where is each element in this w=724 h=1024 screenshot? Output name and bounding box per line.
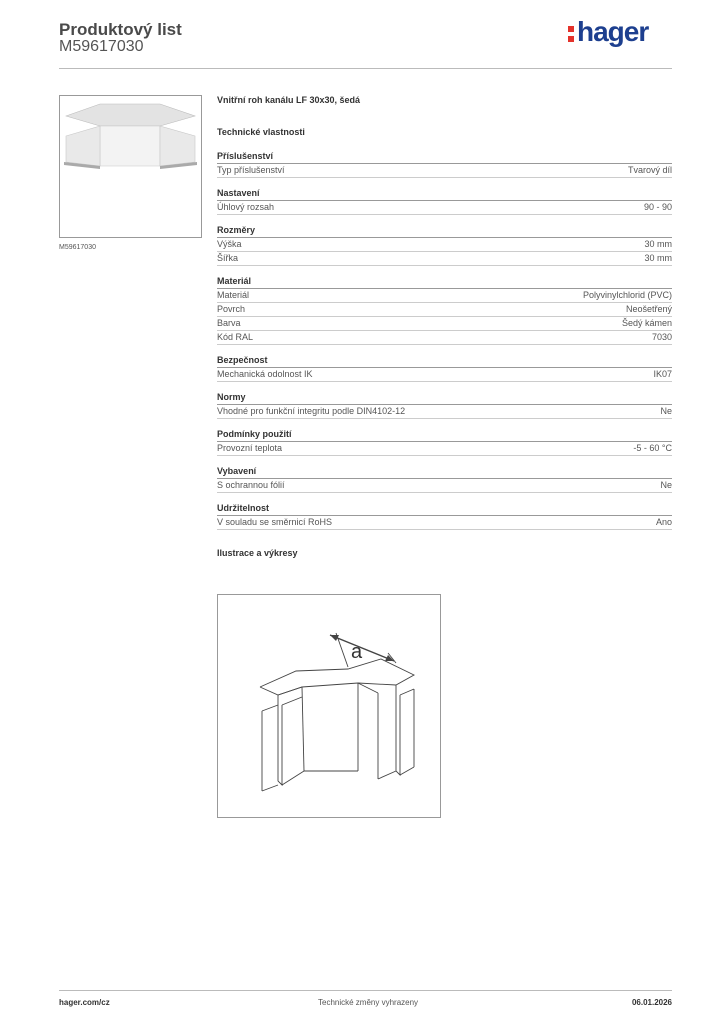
spec-label: Provozní teplota bbox=[217, 443, 283, 453]
dimension-label: a bbox=[351, 641, 363, 663]
footer-divider bbox=[59, 990, 672, 991]
spec-group bbox=[217, 429, 672, 456]
spec-row bbox=[217, 317, 672, 331]
spec-group-title: Normy bbox=[217, 392, 672, 405]
footer-website[interactable]: hager.com/cz bbox=[59, 998, 110, 1007]
spec-value: Ne bbox=[660, 480, 672, 490]
product-thumbnail bbox=[59, 95, 202, 238]
footer-date: 06.01.2026 bbox=[631, 998, 672, 1007]
tech-properties-title: Technické vlastnosti bbox=[217, 127, 305, 137]
spec-row bbox=[217, 252, 672, 266]
spec-group-title: Rozměry bbox=[217, 225, 672, 238]
spec-group bbox=[217, 466, 672, 493]
spec-row bbox=[217, 331, 672, 345]
spec-group-title: Materiál bbox=[217, 276, 672, 289]
spec-group-title: Podmínky použití bbox=[217, 429, 672, 442]
spec-row bbox=[217, 289, 672, 303]
spec-value: Polyvinylchlorid (PVC) bbox=[582, 290, 672, 300]
thumbnail-caption: M59617030 bbox=[59, 244, 96, 251]
spec-group bbox=[217, 503, 672, 530]
spec-label: V souladu se směrnicí RoHS bbox=[217, 517, 333, 527]
logo-text: hager bbox=[577, 16, 649, 47]
header-divider bbox=[59, 68, 672, 69]
spec-label: S ochrannou fólií bbox=[217, 480, 285, 490]
spec-row bbox=[217, 201, 672, 215]
spec-value: Ne bbox=[660, 406, 672, 416]
spec-group bbox=[217, 355, 672, 382]
spec-value: Ano bbox=[655, 517, 672, 527]
technical-drawing bbox=[217, 594, 441, 818]
product-sheet-title: Produktový list bbox=[59, 20, 182, 39]
illustrations-title: Ilustrace a výkresy bbox=[217, 548, 298, 558]
spec-group bbox=[217, 188, 672, 215]
spec-value: IK07 bbox=[653, 369, 672, 379]
spec-label: Vhodné pro funkční integritu podle DIN4102-12 bbox=[217, 406, 406, 416]
spec-value: 7030 bbox=[651, 332, 672, 342]
product-name: Vnitřní roh kanálu LF 30x30, šedá bbox=[217, 95, 361, 105]
spec-group-title: Nastavení bbox=[217, 188, 672, 201]
spec-row bbox=[217, 368, 672, 382]
spec-label: Povrch bbox=[217, 304, 246, 314]
spec-row bbox=[217, 303, 672, 317]
spec-value: 30 mm bbox=[644, 253, 672, 263]
footer-note: Technické změny vyhrazeny bbox=[318, 998, 419, 1007]
spec-row bbox=[217, 442, 672, 456]
spec-value: 90 - 90 bbox=[643, 202, 672, 212]
spec-groups bbox=[217, 151, 672, 530]
spec-value: Tvarový díl bbox=[627, 165, 672, 175]
spec-group-title: Udržitelnost bbox=[217, 503, 672, 516]
logo-dots-icon bbox=[568, 26, 575, 42]
spec-label: Mechanická odolnost IK bbox=[217, 369, 313, 379]
spec-label: Výška bbox=[217, 239, 242, 249]
spec-value: Šedý kámen bbox=[621, 318, 672, 328]
spec-group-title: Bezpečnost bbox=[217, 355, 672, 368]
spec-group bbox=[217, 151, 672, 178]
spec-label: Barva bbox=[217, 318, 241, 328]
spec-label: Materiál bbox=[217, 290, 250, 300]
spec-label: Úhlový rozsah bbox=[217, 202, 275, 212]
hager-logo bbox=[568, 16, 648, 48]
spec-row bbox=[217, 164, 672, 178]
spec-group-title: Vybavení bbox=[217, 466, 672, 479]
spec-row bbox=[217, 405, 672, 419]
spec-label: Typ příslušenství bbox=[217, 165, 285, 175]
spec-label: Šířka bbox=[217, 253, 239, 263]
spec-group bbox=[217, 225, 672, 266]
specs-section bbox=[217, 95, 672, 558]
spec-row bbox=[217, 516, 672, 530]
spec-group-title: Příslušenství bbox=[217, 151, 672, 164]
product-code: M59617030 bbox=[59, 38, 144, 55]
spec-value: 30 mm bbox=[644, 239, 672, 249]
spec-value: -5 - 60 °C bbox=[633, 443, 672, 453]
spec-row bbox=[217, 238, 672, 252]
spec-label: Kód RAL bbox=[217, 332, 254, 342]
spec-value: Neošetřený bbox=[625, 304, 672, 314]
spec-group bbox=[217, 276, 672, 345]
spec-row bbox=[217, 479, 672, 493]
spec-group bbox=[217, 392, 672, 419]
